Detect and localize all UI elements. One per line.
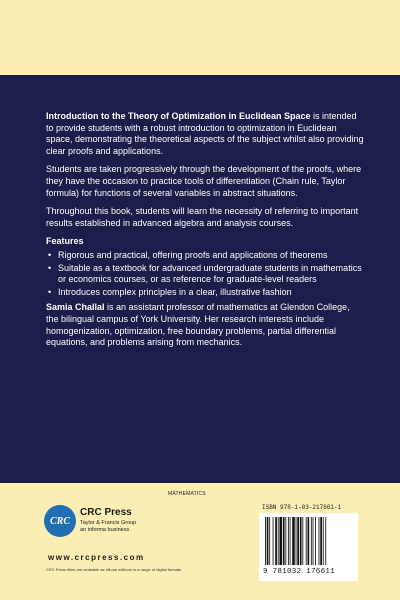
barcode-bar [306, 517, 307, 565]
barcode [259, 513, 358, 581]
barcode-bar [267, 517, 269, 565]
intro-text: is intended to provide students with a robust introduction to optimization in Euclidean space, demonstrating the theoretical aspects of the subject whilst also providing clear proofs and applications. [46, 111, 364, 156]
barcode-bar [308, 517, 310, 565]
barcode-bar [296, 517, 297, 565]
feature-item [46, 287, 364, 299]
barcode-bar [315, 517, 316, 565]
features-heading: Features [46, 236, 84, 247]
subject-label: MATHEMATICS [168, 491, 206, 497]
barcode-bar [300, 517, 302, 565]
feature-item [46, 250, 364, 262]
barcode-bar [302, 517, 303, 565]
barcode-digits: 9 781032 176611 [263, 568, 336, 576]
features-list [46, 250, 364, 298]
barcode-bar [311, 517, 312, 565]
isbn-label: ISBN 978-1-03-217661-1 [262, 504, 342, 511]
feature-item [46, 263, 364, 286]
cover-description-panel [0, 75, 400, 483]
crc-logo-icon [44, 505, 76, 537]
feature-text: Rigorous and practical, offering proofs and applications of theorems [58, 249, 328, 260]
publisher-website-link[interactable]: www.crcpress.com [48, 553, 145, 562]
top-color-band [0, 0, 400, 75]
author-name: Samia Challal [46, 302, 105, 313]
publisher-business: an informa business [80, 527, 130, 533]
publisher-name: CRC Press [80, 507, 132, 518]
barcode-bar [313, 517, 314, 565]
publisher-group: Taylor & Francis Group [80, 520, 137, 526]
feature-text: Suitable as a textbook for advanced undergraduate students in mathematics or economics courses, or as reference for graduate-level readers [58, 262, 362, 285]
barcode-bar [290, 517, 291, 565]
barcode-bar [320, 517, 322, 565]
author-bio: is an assistant professor of mathematics at Glendon College, the bilingual campus of York University. Her research interests include homogenization, optimization, free boundary problems, partial differential equations, and problems arising from mechanics. [46, 302, 350, 348]
barcode-bar [279, 517, 282, 565]
barcode-bar [278, 517, 279, 565]
bullet-icon: • [48, 286, 52, 297]
description-text [46, 111, 364, 356]
book-title: Introduction to the Theory of Optimization in Euclidean Space [46, 111, 311, 121]
feature-text: Introduces complex principles in a clear, illustrative fashion [58, 286, 292, 297]
barcode-bar [319, 517, 320, 565]
barcode-bar [265, 517, 266, 565]
paragraph-students: Students are taken progressively through the development of the proofs, where they have the occasion to practice tools of differentiation (Chain rule, Taylor formula) for functions of several variables in abstract situations. [46, 164, 362, 198]
author-paragraph [46, 302, 364, 348]
bullet-icon: • [48, 262, 52, 273]
logo-text: CRC [49, 515, 70, 527]
barcode-icon [265, 517, 353, 567]
barcode-bar [275, 517, 277, 565]
barcode-bar [285, 517, 286, 565]
barcode-bar [325, 517, 326, 565]
barcode-bar [323, 517, 324, 565]
bottom-color-band [0, 483, 400, 600]
paragraph-throughout: Throughout this book, students will learn the necessity of referring to important results established in advanced algebra and analysis courses. [46, 206, 359, 228]
barcode-bar [297, 517, 299, 565]
barcode-bar [283, 517, 285, 565]
barcode-bar [288, 517, 289, 565]
barcode-bar [273, 517, 274, 565]
intro-paragraph [46, 111, 364, 157]
barcode-bar [269, 517, 270, 565]
bullet-icon: • [48, 249, 52, 260]
barcode-bar [292, 517, 295, 565]
ebook-footnote: CRC Press titles are available as eBook editions in a range of digital formats [46, 567, 182, 572]
publisher-block [80, 507, 136, 534]
